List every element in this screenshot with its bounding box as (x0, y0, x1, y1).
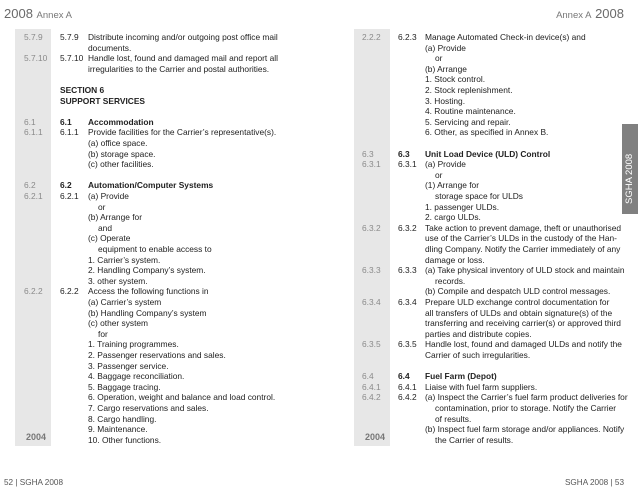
clause-text: all transfers of ULDs and obtain signature(s) of the (425, 307, 613, 318)
clause-number: 5.7.9 (60, 32, 79, 42)
clause-text: parties and distribute copies. (425, 328, 532, 339)
clause-text: (1) Arrange for (425, 180, 479, 191)
clause-number: 6.1 (60, 116, 72, 127)
reference-number: 5.7.10 (24, 53, 48, 64)
clause-number: SUPPORT SERVICES (60, 95, 146, 106)
reference-number: 5.7.9 (24, 32, 43, 42)
clause-text: (a) Carrier’s system (88, 297, 162, 307)
clause-text: 3. Passenger service. (88, 360, 169, 371)
clause-text: 2. Passenger reservations and sales. (88, 350, 226, 360)
clause-text: 1. passenger ULDs. (425, 201, 500, 212)
clause-number: 6.4.2 (398, 392, 417, 403)
clause-text: Unit Load Device (ULD) Control (425, 148, 551, 159)
reference-number: 6.3.2 (362, 222, 381, 233)
clause-text: Fuel Farm (Depot) (425, 371, 497, 382)
clause-text: 2. cargo ULDs. (425, 212, 481, 223)
clause-number: 6.2.2 (60, 286, 79, 297)
clause-text: 2. Handling Company’s system. (88, 265, 206, 276)
reference-number: 6.4.1 (362, 381, 381, 392)
reference-number: 6.2 (24, 180, 36, 191)
reference-number: 6.2.2 (24, 286, 43, 297)
clause-text: 1. Training programmes. (88, 339, 179, 350)
clause-text: for (98, 328, 108, 339)
reference-number: 6.1 (24, 116, 36, 127)
clause-number: 6.3.2 (398, 222, 417, 233)
clause-text: Distribute incoming and/or outgoing post office mail (88, 32, 278, 42)
clause-text: 6. Operation, weight and balance and load control. (88, 392, 276, 403)
clause-text: 8. Cargo handling. (88, 413, 157, 424)
clause-text: 4. Baggage reconciliation. (88, 371, 185, 382)
header-left-year: 2008 (4, 6, 33, 21)
reference-number: 6.3.1 (362, 159, 381, 170)
left-year-mark: 2004 (26, 432, 47, 442)
clause-number: 6.3.4 (398, 297, 417, 307)
clause-text: (b) Compile and despatch ULD control messages. (425, 286, 611, 297)
clause-text: Manage Automated Check-in device(s) and (425, 32, 586, 42)
clause-number: 5.7.10 (60, 53, 84, 64)
clause-text: Carrier of such irregularities. (425, 350, 531, 360)
clause-text: contamination, prior to storage. Notify the Carrier (435, 403, 617, 413)
clause-text: (a) Provide (425, 42, 466, 53)
clause-number: 6.3.3 (398, 265, 417, 276)
clause-text: 1. Stock control. (425, 74, 486, 85)
clause-text: equipment to enable access to (98, 244, 212, 254)
clause-text: irregularities to the Carrier and postal authorities. (88, 63, 270, 74)
reference-number: 6.2.1 (24, 191, 43, 201)
header-left (4, 6, 72, 24)
reference-number: 6.3.4 (362, 297, 381, 307)
clause-text: (b) Arrange for (88, 212, 142, 223)
clause-number: 6.3.1 (398, 159, 417, 170)
clause-text: or (98, 201, 106, 212)
clause-text: (b) Arrange (425, 63, 467, 74)
clause-text: documents. (88, 42, 132, 53)
clause-text: Automation/Computer Systems (88, 180, 214, 191)
header-right-label: Annex A (556, 10, 592, 21)
clause-number: 6.3.5 (398, 339, 417, 350)
clause-text: 3. Hosting. (425, 95, 466, 106)
clause-text: 4. Routine maintenance. (425, 106, 516, 117)
clause-text: (b) Inspect fuel farm storage and/or appliances. Notify (425, 424, 625, 435)
clause-number: 6.2 (60, 180, 72, 191)
reference-number: 2.2.2 (362, 32, 381, 42)
right-year-mark: 2004 (365, 432, 386, 442)
clause-text: 9. Maintenance. (88, 424, 148, 435)
left-reference-bar (15, 29, 51, 446)
footer-left: 52 | SGHA 2008 (4, 478, 64, 487)
clause-text: (c) other facilities. (88, 159, 154, 170)
clause-number: 6.2.3 (398, 32, 417, 42)
clause-text: Accommodation (88, 116, 154, 127)
clause-text: (c) other system (88, 318, 149, 329)
clause-text: Handle lost, found and damaged ULDs and notify the (425, 339, 622, 350)
clause-text: 5. Servicing and repair. (425, 116, 511, 127)
clause-text: (a) Provide (88, 191, 129, 201)
reference-number: 6.3.3 (362, 265, 381, 276)
clause-text: 10. Other functions. (88, 434, 162, 445)
header-right (556, 6, 624, 24)
clause-number: 6.4.1 (398, 381, 417, 392)
side-tab-label: SGHA 2008 (624, 153, 635, 204)
clause-text: Provide facilities for the Carrier’s representative(s). (88, 127, 277, 138)
clause-text: or (435, 169, 443, 180)
clause-text: (c) Operate (88, 233, 131, 244)
header-left-label: Annex A (36, 10, 72, 21)
clause-text: the Carrier of results. (435, 434, 514, 445)
clause-number: 6.1.1 (60, 127, 79, 138)
clause-text: 5. Baggage tracing. (88, 381, 161, 392)
clause-text: Liaise with fuel farm suppliers. (425, 381, 538, 392)
side-tab (622, 124, 638, 214)
clause-text: (b) Handling Company’s system (88, 307, 207, 318)
clause-text: Take action to prevent damage, theft or unauthorised (425, 222, 622, 233)
reference-number: 6.3.5 (362, 339, 381, 350)
clause-text: 6. Other, as specified in Annex B. (425, 127, 549, 138)
clause-number: SECTION 6 (60, 85, 105, 95)
clause-text: storage space for ULDs (435, 191, 523, 201)
reference-number: 6.4.2 (362, 392, 381, 403)
clause-text: (a) Provide (425, 159, 466, 170)
clause-text: Handle lost, found and damaged mail and report all (88, 53, 278, 64)
footer-right: SGHA 2008 | 53 (564, 478, 624, 487)
clause-text: (a) Take physical inventory of ULD stock and maintain (425, 265, 625, 276)
clause-text: damage or loss. (425, 254, 485, 265)
clause-text: and (98, 222, 112, 233)
clause-text: dling Company. Notify the Carrier immediately of any (425, 244, 621, 254)
clause-text: Prepare ULD exchange control documentation for (425, 297, 610, 307)
clause-text: (b) storage space. (88, 148, 156, 159)
reference-number: 6.4 (362, 371, 374, 382)
clause-text: transferring and receiving carrier(s) or approved third (425, 318, 621, 329)
clause-text: 1. Carrier’s system. (88, 254, 161, 265)
clause-text: use of the Carrier’s ULDs in the custody of the Han- (425, 233, 617, 244)
clause-text: 7. Cargo reservations and sales. (88, 403, 209, 413)
clause-text: 2. Stock replenishment. (425, 85, 513, 95)
reference-number: 6.3 (362, 148, 374, 159)
clause-text: Access the following functions in (88, 286, 209, 297)
clause-text: (a) office space. (88, 138, 148, 148)
header-right-year: 2008 (595, 6, 624, 21)
clause-text: (a) Inspect the Carrier’s fuel farm product deliveries for (425, 392, 628, 403)
clause-number: 6.3 (398, 148, 410, 159)
clause-text: or (435, 53, 443, 64)
reference-number: 6.1.1 (24, 127, 43, 138)
clause-text: of results. (435, 413, 472, 424)
clause-text: records. (435, 275, 466, 286)
clause-text: 3. other system. (88, 275, 148, 286)
clause-number: 6.4 (398, 371, 410, 382)
clause-number: 6.2.1 (60, 191, 79, 201)
